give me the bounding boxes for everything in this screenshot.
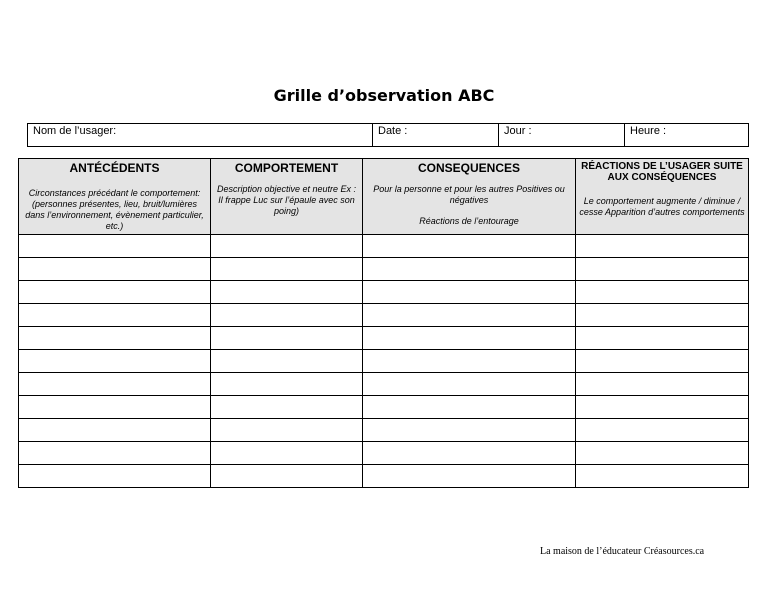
table-cell[interactable] <box>211 304 363 327</box>
table-cell[interactable] <box>19 350 211 373</box>
table-cell[interactable] <box>576 396 749 419</box>
table-cell[interactable] <box>576 419 749 442</box>
name-field[interactable] <box>28 124 372 146</box>
header-reactions <box>576 159 749 235</box>
table-cell[interactable] <box>19 304 211 327</box>
table-cell[interactable] <box>19 442 211 465</box>
table-row <box>19 281 749 304</box>
time-label: Heure : <box>630 125 667 137</box>
table-cell[interactable] <box>19 327 211 350</box>
date-field[interactable] <box>372 124 498 146</box>
table-cell[interactable] <box>363 281 576 304</box>
column-description: Pour la personne et pour les autres Positives ou négatives <box>373 184 565 205</box>
table-cell[interactable] <box>576 235 749 258</box>
info-bar <box>27 123 749 147</box>
table-row <box>19 373 749 396</box>
table-cell[interactable] <box>211 419 363 442</box>
table-cell[interactable] <box>19 419 211 442</box>
table-cell[interactable] <box>363 465 576 488</box>
footer-credit: La maison de l’éducateur Créasources.ca <box>540 546 705 557</box>
table-cell[interactable] <box>363 235 576 258</box>
observation-grid <box>18 158 749 488</box>
page-title: Grille d’observation ABC <box>273 86 495 105</box>
table-cell[interactable] <box>363 327 576 350</box>
table-row <box>19 258 749 281</box>
table-cell[interactable] <box>211 281 363 304</box>
table-cell[interactable] <box>19 235 211 258</box>
column-title: CONSEQUENCES <box>417 161 521 175</box>
table-cell[interactable] <box>363 419 576 442</box>
table-cell[interactable] <box>211 258 363 281</box>
table-cell[interactable] <box>19 465 211 488</box>
table-cell[interactable] <box>363 258 576 281</box>
table-cell[interactable] <box>363 350 576 373</box>
header-consequences <box>363 159 576 235</box>
name-label: Nom de l’usager: <box>33 125 117 137</box>
table-row <box>19 442 749 465</box>
column-title: COMPORTEMENT <box>234 161 339 175</box>
table-row <box>19 304 749 327</box>
header-antecedents <box>19 159 211 235</box>
table-cell[interactable] <box>576 350 749 373</box>
table-cell[interactable] <box>576 281 749 304</box>
table-cell[interactable] <box>363 373 576 396</box>
table-cell[interactable] <box>576 258 749 281</box>
table-cell[interactable] <box>211 350 363 373</box>
table-row <box>19 465 749 488</box>
table-cell[interactable] <box>211 373 363 396</box>
table-cell[interactable] <box>211 465 363 488</box>
table-row <box>19 396 749 419</box>
day-label: Jour : <box>504 125 532 137</box>
table-cell[interactable] <box>19 373 211 396</box>
table-cell[interactable] <box>576 373 749 396</box>
table-cell[interactable] <box>211 327 363 350</box>
table-row <box>19 419 749 442</box>
date-label: Date : <box>378 125 408 137</box>
table-cell[interactable] <box>211 396 363 419</box>
table-cell[interactable] <box>363 304 576 327</box>
table-cell[interactable] <box>19 258 211 281</box>
table-cell[interactable] <box>576 304 749 327</box>
table-cell[interactable] <box>363 442 576 465</box>
table-cell[interactable] <box>211 442 363 465</box>
time-field[interactable] <box>624 124 748 146</box>
table-cell[interactable] <box>363 396 576 419</box>
column-description: Le comportement augmente / diminue / cesse Apparition d’autres comportements <box>579 196 745 217</box>
table-cell[interactable] <box>576 465 749 488</box>
table-cell[interactable] <box>211 235 363 258</box>
table-cell[interactable] <box>576 442 749 465</box>
column-title: ANTÉCÉDENTS <box>69 161 160 175</box>
column-description: Description objective et neutre Ex : Il frappe Luc sur l’épaule avec son poing) <box>216 184 357 216</box>
table-row <box>19 350 749 373</box>
column-description: Circonstances précédant le comportement: (personnes présentes, lieu, bruit/lumières dans l’environnement, évènement particulier, etc.) <box>25 188 204 231</box>
day-field[interactable] <box>498 124 624 146</box>
column-title: RÉACTIONS DE L’USAGER SUITE AUX CONSÉQUENCES <box>581 161 743 183</box>
table-cell[interactable] <box>576 327 749 350</box>
table-cell[interactable] <box>19 396 211 419</box>
column-description-secondary: Réactions de l’entourage <box>419 216 519 226</box>
table-row <box>19 235 749 258</box>
table-cell[interactable] <box>19 281 211 304</box>
header-comportement <box>211 159 363 235</box>
table-row <box>19 327 749 350</box>
